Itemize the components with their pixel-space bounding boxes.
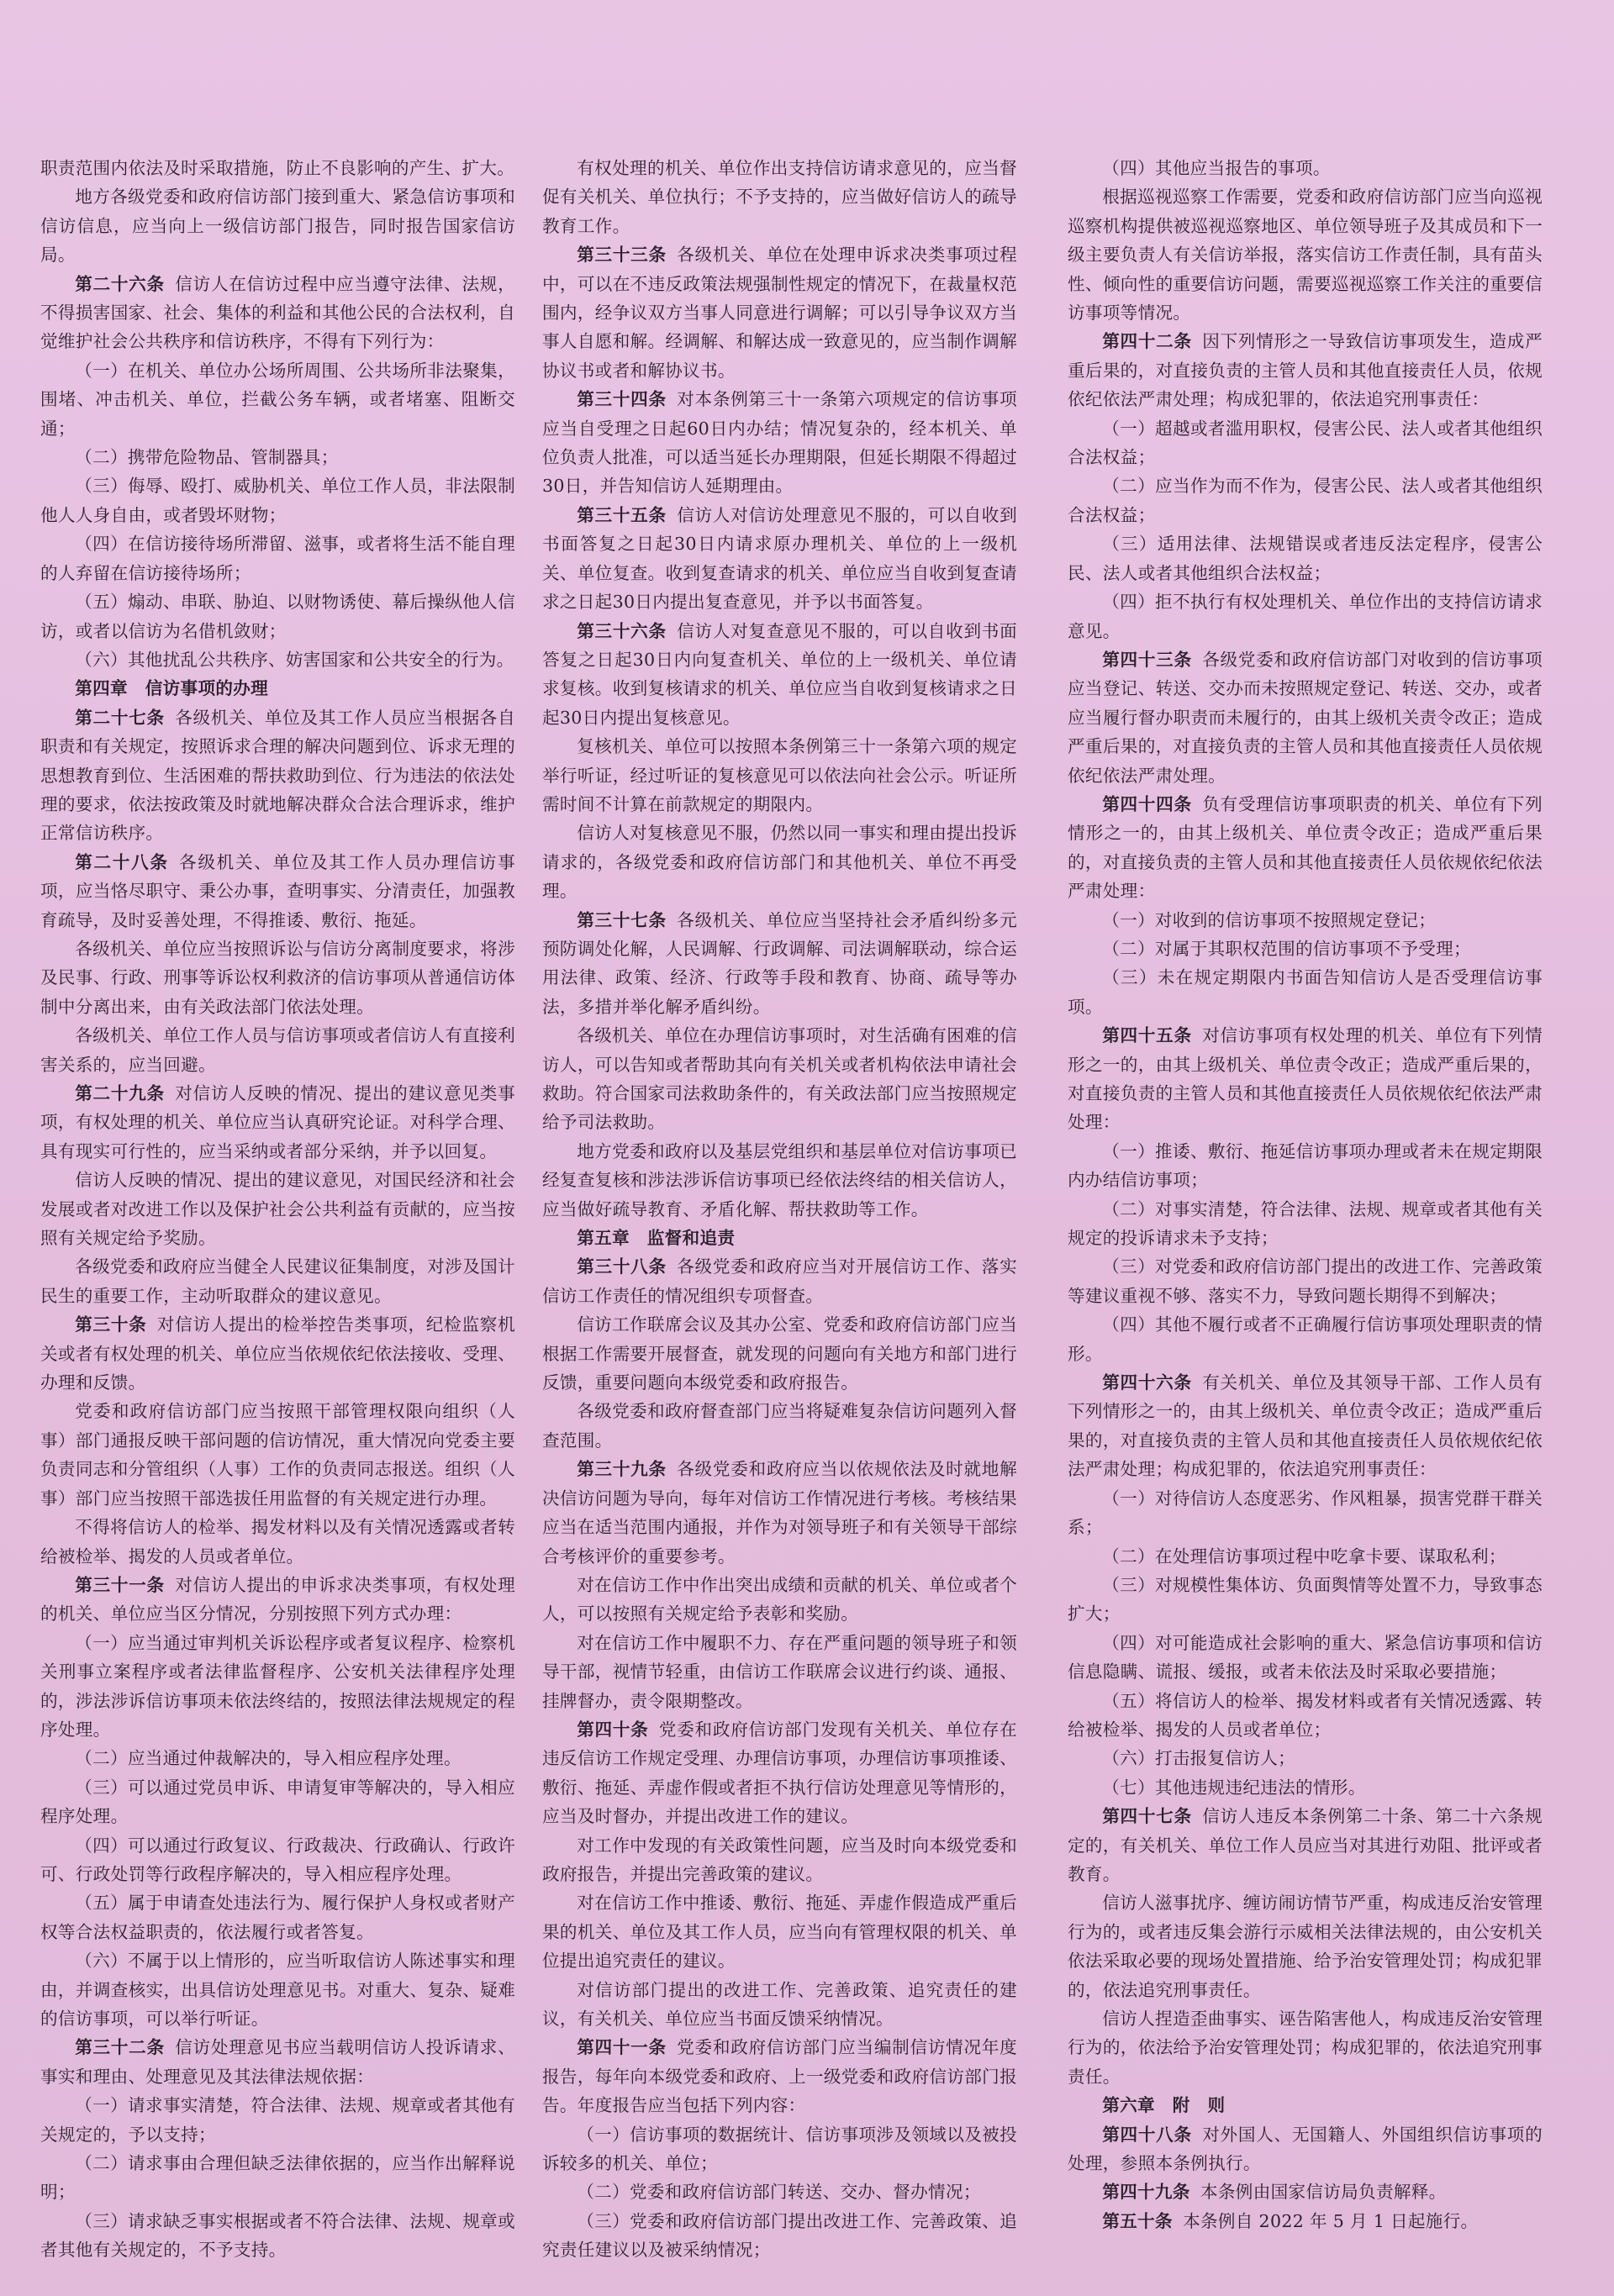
article-number: 第三十一条	[75, 1574, 165, 1595]
list-item: （六）打击报复信访人；	[1102, 1748, 1296, 1769]
article-paragraph	[542, 2033, 1017, 2120]
article-number: 第四十六条	[1102, 1372, 1192, 1393]
list-item: （六）不属于以上情形的，应当听取信访人陈述事实和理由，并调查核实，出具信访处理意见书。对重大、复杂、疑难的信访事项，可以举行听证。	[40, 1951, 515, 2029]
article-number: 第四十四条	[1102, 793, 1192, 814]
article-number: 第二十六条	[75, 273, 165, 294]
article-text: 本条例自 2022 年 5 月 1 日起施行。	[1183, 2210, 1479, 2231]
article-text: 各级党委和政府应当对开展信访工作、落实信访工作责任的情况组织专项督查。	[542, 1256, 1018, 1306]
body-paragraph: 信访人滋事扰序、缠访闹访情节严重，构成违反治安管理行为的，或者违反集会游行示威相关法律法规的，由公安机关依法采取必要的现场处置措施、给予治安管理处罚；构成犯罪的，依法追究刑事责任。	[1068, 1893, 1543, 2000]
article-number: 第三十七条	[577, 909, 667, 930]
article-text: 信访人违反本条例第二十条、第二十六条规定的，有关机关、单位工作人员应当对其进行劝阻、批评或者教育。	[1068, 1806, 1543, 1884]
article-paragraph	[40, 703, 515, 848]
article-number: 第三十条	[75, 1314, 147, 1335]
article-number: 第三十六条	[577, 620, 667, 641]
body-paragraph: 根据巡视巡察工作需要，党委和政府信访部门应当向巡视巡察机构提供被巡视巡察地区、单位领导班子及其成员和下一级主要负责人有关信访举报，落实信访工作责任制，具有苗头性、倾向性的重要信访问题，需要巡视巡察工作关注的重要信访事项等情况。	[1068, 187, 1543, 324]
list-item: （三）侮辱、殴打、威胁机关、单位工作人员，非法限制他人人身自由，或者毁坏财物；	[40, 476, 515, 525]
body-paragraph: 对在信访工作中作出突出成绩和贡献的机关、单位或者个人，可以按照有关规定给予表彰和奖励。	[542, 1574, 1017, 1625]
article-paragraph	[1068, 1802, 1543, 1888]
article-number: 第三十五条	[577, 504, 667, 525]
article-paragraph	[40, 1571, 515, 1629]
body-paragraph: 对在信访工作中履职不力、存在严重问题的领导班子和领导干部，视情节轻重，由信访工作联席会议进行约谈、通报、挂牌督办，责令限期整改。	[542, 1632, 1017, 1711]
article-number: 第二十九条	[75, 1083, 165, 1103]
list-item: （二）应当通过仲裁解决的，导入相应程序处理。	[75, 1748, 462, 1769]
chapter-heading: 第五章 监督和追责	[577, 1228, 736, 1249]
list-item: （四）对可能造成社会影响的重大、紧急信访事项和信访信息隐瞒、谎报、缓报，或者未依法及时采取必要措施；	[1068, 1632, 1543, 1683]
article-number: 第二十七条	[75, 707, 165, 728]
article-paragraph	[40, 1079, 515, 1166]
list-item: （三）未在规定期限内书面告知信访人是否受理信访事项。	[1068, 967, 1543, 1017]
list-item: （一）超越或者滥用职权，侵害公民、法人或者其他组织合法权益；	[1068, 418, 1543, 468]
article-text: 各级机关、单位及其工作人员办理信访事项，应当恪尽职守、秉公办事，查明事实、分清责任，加强教育疏导，及时妥善处理，不得推诿、敷衍、拖延。	[40, 851, 516, 930]
article-text: 负有受理信访事项职责的机关、单位有下列情形之一的，由其上级机关、单位责令改正；造成严重后果的，对直接负责的主管人员和其他直接责任人员依规依纪依法严肃处理：	[1068, 793, 1543, 902]
article-text: 各级机关、单位及其工作人员应当根据各自职责和有关规定，按照诉求合理的解决问题到位、诉求无理的思想教育到位、生活困难的帮扶救助到位、行为违法的依法处理的要求，依法按政策及时就地解决群众合法合理诉求，维护正常信访秩序。	[40, 707, 516, 844]
article-number: 第五十条	[1102, 2210, 1173, 2231]
list-item: （二）请求事由合理但缺乏法律依据的，应当作出解释说明；	[40, 2153, 515, 2203]
article-number: 第四十八条	[1102, 2124, 1192, 2145]
article-text: 有关机关、单位及其领导干部、工作人员有下列情形之一的，由其上级机关、单位责令改正；造成严重后果的，对直接负责的主管人员和其他直接责任人员依规依纪依法严肃处理；构成犯罪的，依法追究刑事责任：	[1068, 1372, 1543, 1480]
list-item: （二）党委和政府信访部门转送、交办、督办情况；	[577, 2182, 981, 2203]
article-paragraph	[1068, 790, 1543, 906]
article-text: 对信访人反映的情况、提出的建议意见类事项，有权处理的机关、单位应当认真研究论证。对科学合理、具有现实可行性的，应当采纳或者部分采纳，并予以回复。	[40, 1083, 516, 1161]
article-number: 第四十条	[577, 1719, 649, 1740]
list-item: （四）在信访接待场所滞留、滋事，或者将生活不能自理的人弃留在信访接待场所；	[40, 534, 515, 583]
list-item: （三）可以通过党员申诉、申请复审等解决的，导入相应程序处理。	[40, 1777, 515, 1827]
article-paragraph	[542, 617, 1017, 733]
list-item: （二）在处理信访事项过程中吃拿卡要、谋取私利；	[1102, 1546, 1506, 1567]
body-paragraph: 对工作中发现的有关政策性问题，应当及时向本级党委和政府报告，并提出完善政策的建议。	[542, 1835, 1017, 1884]
article-text: 信访人对复查意见不服的，可以自收到书面答复之日起30日内向复查机关、单位的上一级机关、单位请求复核。收到复核请求的机关、单位应当自收到复核请求之日起30日内提出复核意见。	[542, 620, 1018, 728]
article-number: 第三十三条	[577, 245, 667, 266]
article-paragraph	[542, 1715, 1017, 1831]
article-text: 各级机关、单位在处理申诉求决类事项过程中，可以在不违反政策法规强制性规定的情况下，在裁量权范围内，经争议双方当事人同意进行调解；可以引导争议双方当事人自愿和解。经调解、和解达成一致意见的，应当制作调解协议书或者和解协议书。	[542, 245, 1018, 381]
body-paragraph: 职责范围内依法及时采取措施，防止不良影响的产生、扩大。	[40, 158, 515, 178]
list-item: （一）在机关、单位办公场所周围、公共场所非法聚集，围堵、冲击机关、单位，拦截公务车辆，或者堵塞、阻断交通；	[40, 360, 515, 439]
list-item: （一）对待信访人态度恶劣、作风粗暴，损害党群干群关系；	[1068, 1488, 1543, 1538]
list-item: （四）其他应当报告的事项。	[1102, 158, 1331, 178]
article-paragraph	[40, 2033, 515, 2091]
article-number: 第四十一条	[577, 2037, 667, 2058]
list-item: （六）其他扰乱公共秩序、妨害国家和公共安全的行为。	[75, 649, 514, 670]
body-paragraph: 信访人对复核意见不服，仍然以同一事实和理由提出投诉请求的，各级党委和政府信访部门和其他机关、单位不再受理。	[542, 823, 1017, 902]
list-item: （四）其他不履行或者不正确履行信访事项处理职责的情形。	[1068, 1314, 1543, 1364]
article-number: 第三十九条	[577, 1459, 667, 1480]
article-text: 信访人对信访处理意见不服的，可以自收到书面答复之日起30日内请求原办理机关、单位的上一级机关、单位复查。收到复查请求的机关、单位应当自收到复查请求之日起30日内提出复查意见，并予以书面答复。	[542, 504, 1018, 613]
article-paragraph	[1068, 2120, 1543, 2178]
article-paragraph	[1068, 1368, 1543, 1484]
article-text: 本条例由国家信访局负责解释。	[1200, 2182, 1447, 2203]
text-column-middle	[542, 154, 1017, 2265]
chapter-heading: 第四章 信访事项的办理	[75, 678, 269, 699]
body-paragraph: 各级机关、单位应当按照诉讼与信访分离制度要求，将涉及民事、行政、刑事等诉讼权利救济的信访事项从普通信访体制中分离出来，由有关政法部门依法处理。	[40, 938, 515, 1017]
article-number: 第三十八条	[577, 1256, 667, 1277]
list-item: （一）信访事项的数据统计、信访事项涉及领域以及被投诉较多的机关、单位；	[542, 2124, 1017, 2174]
article-text: 党委和政府信访部门应当编制信访情况年度报告，每年向本级党委和政府、上一级党委和政府信访部门报告。年度报告应当包括下列内容：	[542, 2037, 1018, 2116]
list-item: （二）携带危险物品、管制器具；	[75, 447, 339, 468]
list-item: （五）属于申请查处违法行为、履行保护人身权或者财产权等合法权益职责的，依法履行或者答复。	[40, 1893, 515, 1942]
article-paragraph	[1068, 645, 1543, 790]
body-paragraph: 信访人捏造歪曲事实、诬告陷害他人，构成违反治安管理行为的，依法给予治安管理处罚；构成犯罪的，依法追究刑事责任。	[1068, 2009, 1543, 2087]
list-item: （四）可以通过行政复议、行政裁决、行政确认、行政许可、行政处罚等行政程序解决的，导入相应程序处理。	[40, 1835, 515, 1884]
list-item: （一）对收到的信访事项不按照规定登记；	[1102, 909, 1437, 930]
article-text: 因下列情形之一导致信访事项发生，造成严重后果的，对直接负责的主管人员和其他直接责任人员，依规依纪依法严肃处理；构成犯罪的，依法追究刑事责任：	[1068, 331, 1543, 410]
article-number: 第三十四条	[577, 389, 667, 410]
body-paragraph: 复核机关、单位可以按照本条例第三十一条第六项的规定举行听证，经过听证的复核意见可以依法向社会公示。听证所需时间不计算在前款规定的期限内。	[542, 736, 1017, 814]
article-paragraph	[542, 501, 1017, 617]
body-paragraph: 地方各级党委和政府信访部门接到重大、紧急信访事项和信访信息，应当向上一级信访部门报告，同时报告国家信访局。	[40, 187, 515, 266]
list-item: （七）其他违规违纪违法的情形。	[1102, 1777, 1366, 1798]
article-number: 第三十二条	[75, 2037, 165, 2058]
article-paragraph	[542, 385, 1017, 501]
list-item: （二）对属于其职权范围的信访事项不予受理；	[1102, 938, 1471, 959]
body-paragraph: 对信访部门提出的改进工作、完善政策、追究责任的建议，有关机关、单位应当书面反馈采纳情况。	[542, 1979, 1017, 2029]
list-item: （五）煽动、串联、胁迫、以财物诱使、幕后操纵他人信访，或者以信访为名借机敛财；	[40, 592, 515, 641]
list-item: （三）请求缺乏事实根据或者不符合法律、法规、规章或者其他有关规定的，不予支持。	[40, 2210, 515, 2261]
body-paragraph: 信访人反映的情况、提出的建议意见，对国民经济和社会发展或者对改进工作以及保护社会公共利益有贡献的，应当按照有关规定给予奖励。	[40, 1170, 515, 1249]
article-number: 第四十五条	[1102, 1025, 1192, 1046]
body-paragraph: 信访工作联席会议及其办公室、党委和政府信访部门应当根据工作需要开展督查，就发现的问题向有关地方和部门进行反馈，重要问题向本级党委和政府报告。	[542, 1314, 1017, 1393]
chapter-heading: 第六章 附 则	[1102, 2095, 1226, 2116]
list-item: （三）适用法律、法规错误或者违反法定程序，侵害公民、法人或者其他组织合法权益；	[1068, 534, 1543, 583]
article-text: 各级党委和政府信访部门对收到的信访事项应当登记、转送、交办而未按照规定登记、转送、交办，或者应当履行督办职责而未履行的，由其上级机关责令改正；造成严重后果的，对直接负责的主管人员和其他直接责任人员依规依纪依法严肃处理。	[1068, 649, 1543, 786]
article-paragraph	[1068, 1021, 1543, 1137]
article-text: 对本条例第三十一条第六项规定的信访事项应当自受理之日起60日内办结；情况复杂的，经本机关、单位负责人批准，可以适当延长办理期限，但延长期限不得超过30日，并告知信访人延期理由。	[542, 389, 1018, 497]
text-column-right	[1068, 154, 1543, 2235]
article-paragraph	[40, 1310, 515, 1397]
body-paragraph: 党委和政府信访部门应当按照干部管理权限向组织（人事）部门通报反映干部问题的信访情况，重大情况向党委主要负责同志和分管组织（人事）工作的负责同志报送。组织（人事）部门应当按照干部选拔任用监督的有关规定进行办理。	[40, 1401, 515, 1509]
article-text: 各级机关、单位应当坚持社会矛盾纠纷多元预防调处化解，人民调解、行政调解、司法调解联动，综合运用法律、政策、经济、行政等手段和教育、协商、疏导等办法，多措并举化解矛盾纠纷。	[542, 909, 1018, 1017]
body-paragraph: 各级党委和政府应当健全人民建议征集制度，对涉及国计民生的重要工作，主动听取群众的建议意见。	[40, 1256, 515, 1306]
body-paragraph: 不得将信访人的检举、揭发材料以及有关情况透露或者转给被检举、揭发的人员或者单位。	[40, 1517, 515, 1567]
body-paragraph: 地方党委和政府以及基层党组织和基层单位对信访事项已经复查复核和涉法涉诉信访事项已经依法终结的相关信访人，应当做好疏导教育、矛盾化解、帮扶救助等工作。	[542, 1140, 1017, 1219]
body-paragraph: 各级机关、单位在办理信访事项时，对生活确有困难的信访人，可以告知或者帮助其向有关机关或者机构依法申请社会救助。符合国家司法救助条件的，有关政法部门应当按照规定给予司法救助。	[542, 1025, 1017, 1133]
article-number: 第二十八条	[75, 851, 169, 872]
article-paragraph	[542, 1252, 1017, 1310]
article-text: 对信访人提出的检举控告类事项，纪检监察机关或者有权处理的机关、单位应当依规依纪依法接收、受理、办理和反馈。	[40, 1314, 516, 1393]
list-item: （三）对规模性集体访、负面舆情等处置不力，导致事态扩大；	[1068, 1574, 1543, 1625]
article-text: 信访人在信访过程中应当遵守法律、法规，不得损害国家、社会、集体的利益和其他公民的合法权利，自觉维护社会公共秩序和信访秩序，不得有下列行为：	[40, 273, 516, 352]
list-item: （二）应当作为而不作为，侵害公民、法人或者其他组织合法权益；	[1068, 476, 1543, 525]
body-paragraph: 各级机关、单位工作人员与信访事项或者信访人有直接利害关系的，应当回避。	[40, 1025, 515, 1075]
article-paragraph	[1068, 2207, 1543, 2235]
article-paragraph	[40, 848, 515, 935]
article-paragraph	[542, 1455, 1017, 1571]
text-column-left	[40, 154, 515, 2265]
list-item: （一）请求事实清楚，符合法律、法规、规章或者其他有关规定的，予以支持；	[40, 2095, 515, 2145]
article-text: 党委和政府信访部门发现有关机关、单位存在违反信访工作规定受理、办理信访事项，办理信访事项推诿、敷衍、拖延、弄虚作假或者拒不执行信访处理意见等情形的，应当及时督办，并提出改进工作的建议。	[542, 1719, 1018, 1827]
list-item: （一）推诿、敷衍、拖延信访事项办理或者未在规定期限内办结信访事项；	[1068, 1140, 1543, 1191]
list-item: （二）对事实清楚，符合法律、法规、规章或者其他有关规定的投诉请求未予支持；	[1068, 1198, 1543, 1249]
list-item: （一）应当通过审判机关诉讼程序或者复议程序、检察机关刑事立案程序或者法律监督程序、公安机关法律程序处理的，涉法涉诉信访事项未依法终结的，按照法律法规规定的程序处理。	[40, 1632, 515, 1740]
article-paragraph	[1068, 327, 1543, 413]
article-paragraph	[40, 270, 515, 356]
body-paragraph: 有权处理的机关、单位作出支持信访请求意见的，应当督促有关机关、单位执行；不予支持的，应当做好信访人的疏导教育工作。	[542, 158, 1017, 236]
body-paragraph: 各级党委和政府督查部门应当将疑难复杂信访问题列入督查范围。	[542, 1401, 1017, 1451]
article-text: 对信访人提出的申诉求决类事项，有权处理的机关、单位应当区分情况，分别按照下列方式办理：	[40, 1574, 516, 1625]
list-item: （三）党委和政府信访部门提出改进工作、完善政策、追究责任建议以及被采纳情况；	[542, 2210, 1017, 2261]
article-text: 对信访事项有权处理的机关、单位有下列情形之一的，由其上级机关、单位责令改正；造成严重后果的，对直接负责的主管人员和其他直接责任人员依规依纪依法严肃处理：	[1068, 1025, 1543, 1133]
list-item: （三）对党委和政府信访部门提出的改进工作、完善政策等建议重视不够、落实不力，导致问题长期得不到解决；	[1068, 1256, 1543, 1306]
article-text: 信访处理意见书应当载明信访人投诉请求、事实和理由、处理意见及其法律法规依据：	[40, 2037, 516, 2087]
article-text: 对外国人、无国籍人、外国组织信访事项的处理，参照本条例执行。	[1068, 2124, 1543, 2174]
article-number: 第四十九条	[1102, 2182, 1190, 2203]
list-item: （五）将信访人的检举、揭发材料或者有关情况透露、转给被检举、揭发的人员或者单位；	[1068, 1690, 1543, 1740]
article-number: 第四十三条	[1102, 649, 1192, 670]
article-text: 各级党委和政府应当以依规依法及时就地解决信访问题为导向，每年对信访工作情况进行考核。考核结果应当在适当范围内通报，并作为对领导班子和有关领导干部综合考核评价的重要参考。	[542, 1459, 1018, 1567]
list-item: （四）拒不执行有权处理机关、单位作出的支持信访请求意见。	[1068, 592, 1543, 641]
article-number: 第四十二条	[1102, 331, 1192, 352]
body-paragraph: 对在信访工作中推诿、敷衍、拖延、弄虚作假造成严重后果的机关、单位及其工作人员，应当向有管理权限的机关、单位提出追究责任的建议。	[542, 1893, 1017, 1972]
article-paragraph	[542, 906, 1017, 1022]
article-paragraph	[1068, 2178, 1543, 2206]
article-number: 第四十七条	[1102, 1806, 1192, 1827]
article-paragraph	[542, 240, 1017, 385]
